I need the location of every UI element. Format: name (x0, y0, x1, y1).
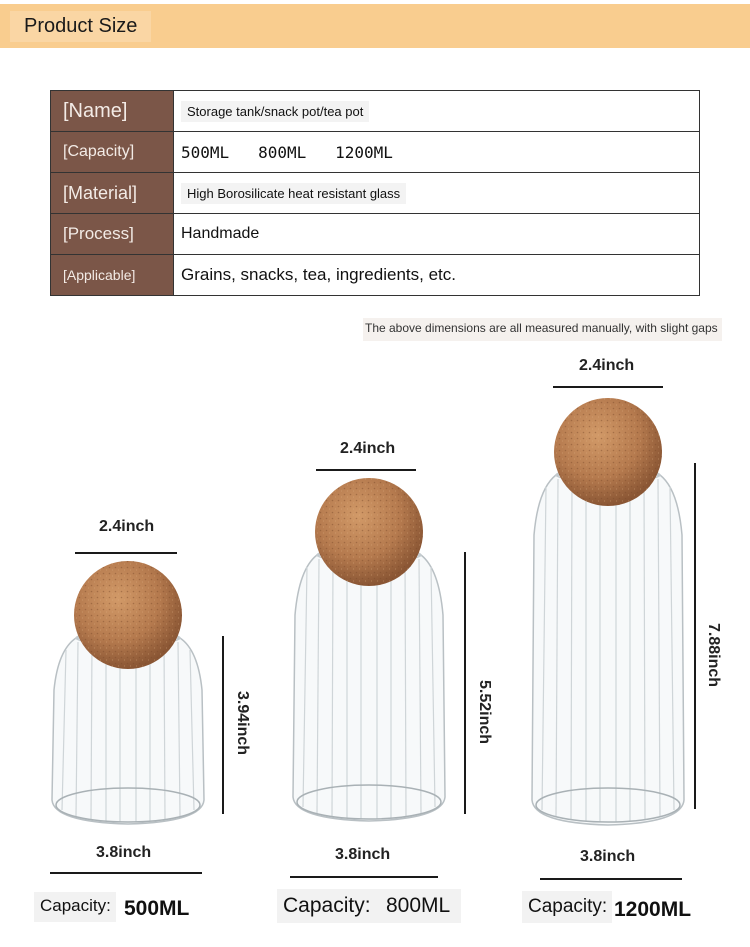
jar1-capacity-label: Capacity: (40, 896, 111, 915)
jar1-height: 3.94inch (234, 690, 252, 756)
spec-key-process: [Process] (51, 214, 174, 255)
spec-value-capacity: 500ML 800ML 1200ML (174, 132, 700, 173)
jar2-capacity-value: 800ML (386, 894, 451, 917)
jar-1200ml-image (528, 395, 688, 830)
jar2-top-width: 2.4inch (340, 440, 396, 457)
jar1-capacity-value: 500ML (124, 897, 190, 920)
jar-800ml-image (289, 475, 449, 827)
jar2-bottom-measure-line (290, 876, 438, 878)
jar3-bottom-measure-line (540, 878, 682, 880)
jar1-top-measure-line (75, 552, 177, 554)
spec-value-material (174, 173, 700, 214)
jar1-top-width: 2.4inch (99, 518, 155, 535)
jar2-top-measure-line (316, 469, 416, 471)
jar1-height-measure-line (222, 636, 224, 814)
jar3-top-width: 2.4inch (579, 357, 635, 374)
spec-key-capacity: [Capacity] (51, 132, 174, 173)
spec-value-applicable: Grains, snacks, tea, ingredients, etc. (174, 255, 700, 296)
spec-key-material: [Material] (51, 173, 174, 214)
spec-value-name (174, 91, 700, 132)
jar2-bottom-width: 3.8inch (335, 846, 391, 863)
jar3-height-measure-line (694, 463, 696, 809)
spec-key-name: [Name] (51, 91, 174, 132)
table-row (51, 255, 700, 296)
jar1-capacity-label-box (34, 892, 116, 922)
jar3-height: 7.88inch (705, 622, 723, 688)
table-row (51, 132, 700, 173)
jar2-capacity-label: Capacity: (283, 894, 371, 917)
jar2-capacity-box (277, 889, 461, 923)
table-row (51, 214, 700, 255)
jar3-capacity-label-box (522, 891, 612, 923)
spec-table (50, 90, 700, 296)
spec-value-text: High Borosilicate heat resistant glass (181, 183, 406, 204)
table-row (51, 173, 700, 214)
jar3-capacity-label: Capacity: (528, 896, 608, 917)
jar2-height: 5.52inch (476, 679, 494, 745)
spec-value-process: Handmade (174, 214, 700, 255)
measurement-note: The above dimensions are all measured manually, with slight gaps (363, 318, 722, 341)
table-row (51, 91, 700, 132)
jar-500ml-image (48, 560, 208, 830)
jar2-height-measure-line (464, 552, 466, 814)
jar1-bottom-width: 3.8inch (96, 844, 152, 861)
jar3-top-measure-line (553, 386, 663, 388)
jar3-capacity-value: 1200ML (614, 898, 692, 921)
spec-value-text: Storage tank/snack pot/tea pot (181, 101, 369, 122)
page-title: Product Size (10, 11, 151, 42)
jar1-bottom-measure-line (50, 872, 202, 874)
spec-key-applicable: [Applicable] (51, 255, 174, 296)
jar3-bottom-width: 3.8inch (580, 848, 636, 865)
header-banner (0, 4, 750, 48)
